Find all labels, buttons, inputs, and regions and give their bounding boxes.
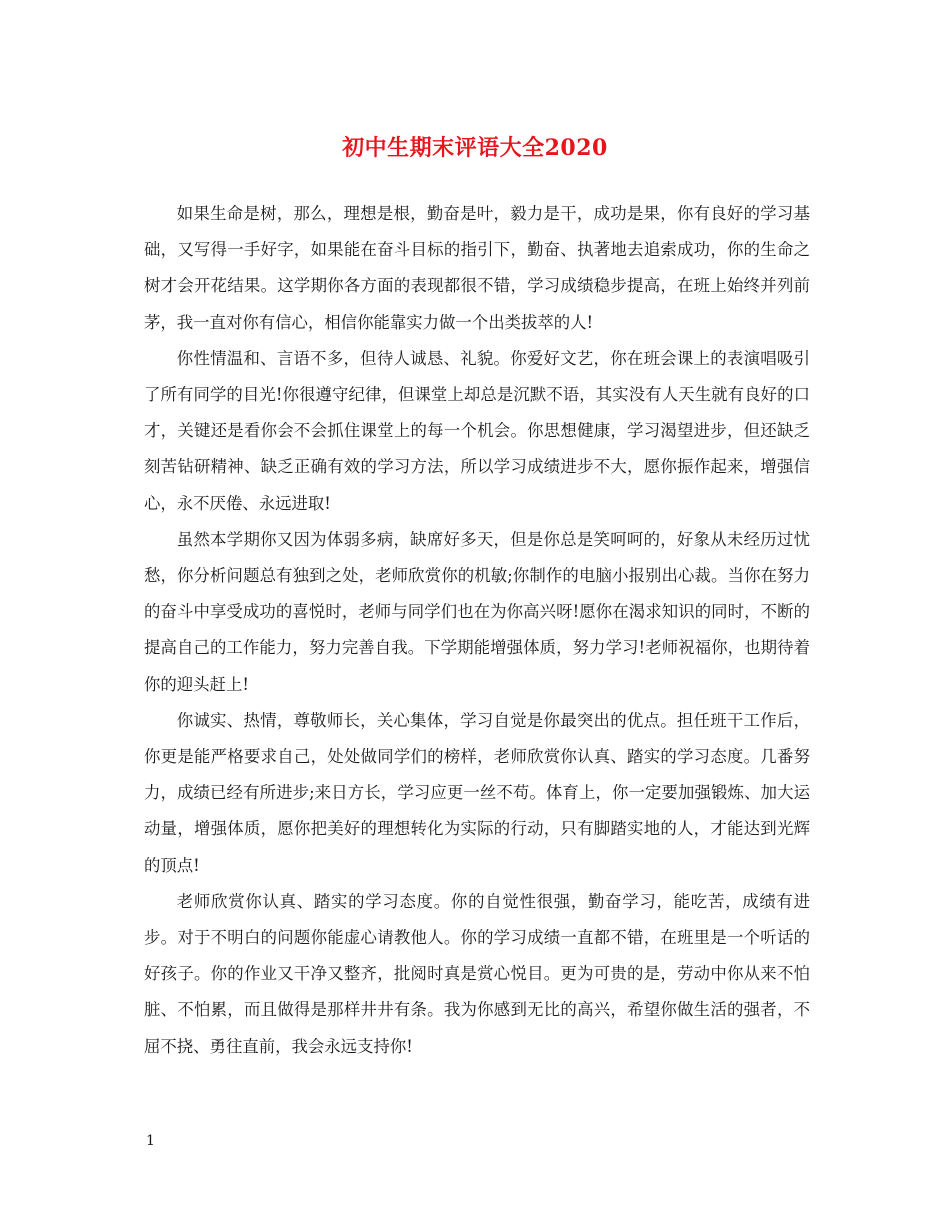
paragraph-5: 老师欣赏你认真、踏实的学习态度。你的自觉性很强，勤奋学习，能吃苦，成绩有进步。对于不明白的问题你能虚心请教他人。你的学习成绩一直都不错，在班里是一个听话的好孩子。你的作业又干净又整齐，批阅时真是赏心悦目。更为可贵的是，劳动中你从来不怕脏、不怕累，而且做得是那样井井有条。我为你感到无比的高兴，希望你做生活的强者，不屈不挠、勇往直前，我会永远支持你! <box>144 891 810 1056</box>
paragraph-4: 你诚实、热情，尊敬师长，关心集体，学习自觉是你最突出的优点。担任班干工作后，你更是能严格要求自己，处处做同学们的榜样，老师欣赏你认真、踏实的学习态度。几番努力，成绩已经有所进步;来日方长，学习应更一丝不苟。体育上，你一定要加强锻炼、加大运动量，增强体质，愿你把美好的理想转化为实际的行动，只有脚踏实地的人，才能达到光辉的顶点! <box>144 710 810 875</box>
page-number: 1 <box>146 1133 155 1149</box>
paragraph-2: 你性情温和、言语不多，但待人诚恳、礼貌。你爱好文艺，你在班会课上的表演唱吸引了所有同学的目光!你很遵守纪律，但课堂上却总是沉默不语，其实没有人天生就有良好的口才，关键还是看你会不会抓住课堂上的每一个机会。你思想健康，学习渴望进步，但还缺乏刻苦钻研精神、缺乏正确有效的学习方法，所以学习成绩进步不大，愿你振作起来，增强信心，永不厌倦、永远进取! <box>144 348 810 513</box>
paragraph-1: 如果生命是树，那么，理想是根，勤奋是叶，毅力是干，成功是果，你有良好的学习基础，又写得一手好字，如果能在奋斗目标的指引下，勤奋、执著地去追索成功，你的生命之树才会开花结果。这学期你各方面的表现都很不错，学习成绩稳步提高，在班上始终并列前茅，我一直对你有信心，相信你能靠实力做一个出类拔萃的人! <box>144 204 810 332</box>
paragraph-3: 虽然本学期你又因为体弱多病，缺席好多天，但是你总是笑呵呵的，好象从未经历过忧愁，你分析问题总有独到之处，老师欣赏你的机敏;你制作的电脑小报别出心裁。当你在努力的奋斗中享受成功的喜悦时，老师与同学们也在为你高兴呀!愿你在渴求知识的同时，不断的提高自己的工作能力，努力完善自我。下学期能增强体质，努力学习!老师祝福你，也期待着你的迎头赶上! <box>144 529 810 694</box>
document-body <box>144 196 810 1065</box>
document-title: 初中生期末评语大全2020 <box>342 135 608 161</box>
